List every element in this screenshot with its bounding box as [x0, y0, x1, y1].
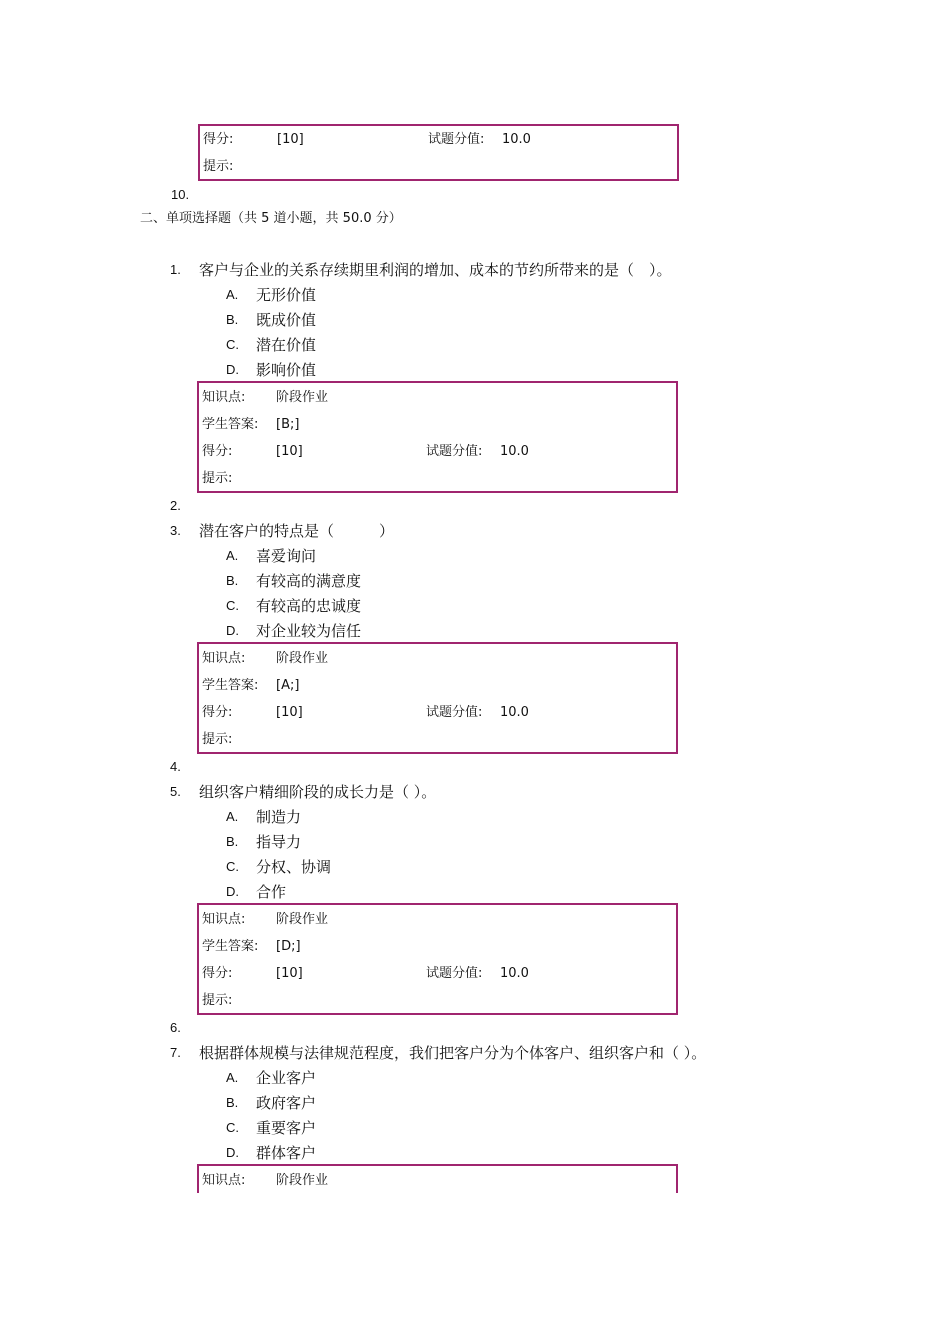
answer-info-box: [197, 1164, 678, 1193]
knowledge-label: 知识点:: [202, 1173, 246, 1188]
option-text: 合作: [256, 883, 287, 901]
score-value: [10]: [276, 444, 303, 459]
score-label: 得分:: [202, 966, 233, 981]
option-text: 有较高的满意度: [256, 572, 362, 590]
option-letter: D.: [226, 1145, 239, 1160]
points-label: 试题分值:: [426, 444, 483, 459]
points-value: 10.0: [500, 444, 529, 459]
score-label: 得分:: [203, 132, 234, 147]
question-5: [0, 783, 950, 801]
knowledge-value: 阶段作业: [276, 912, 329, 927]
question-number: 4.: [170, 759, 181, 774]
question-3: [0, 522, 950, 540]
option-text: 制造力: [256, 808, 302, 826]
option-letter: C.: [226, 859, 239, 874]
hint-label: 提示:: [202, 993, 233, 1008]
answer-info-box: [197, 903, 678, 1015]
option-text: 喜爱询问: [256, 547, 317, 565]
option-letter: C.: [226, 1120, 239, 1135]
student-answer-label: 学生答案:: [202, 678, 259, 693]
question-text: 客户与企业的关系存续期里利润的增加、成本的节约所带来的是（ ）。: [199, 261, 672, 279]
points-label: 试题分值:: [428, 132, 485, 147]
option-letter: D.: [226, 623, 239, 638]
points-value: 10.0: [500, 705, 529, 720]
score-box-top: [198, 124, 679, 181]
hint-label: 提示:: [202, 732, 233, 747]
option-text: 指导力: [256, 833, 302, 851]
option-letter: B.: [226, 312, 239, 327]
knowledge-value: 阶段作业: [276, 1173, 329, 1188]
answer-info-box: [197, 642, 678, 754]
option-text: 无形价值: [256, 286, 317, 304]
option-letter: B.: [226, 1095, 239, 1110]
option-letter: A.: [226, 809, 239, 824]
option-letter: B.: [226, 834, 239, 849]
option-text: 群体客户: [256, 1144, 317, 1162]
points-label: 试题分值:: [426, 966, 483, 981]
question-number: 1.: [170, 262, 181, 277]
option-letter: A.: [226, 548, 239, 563]
option-text: 影响价值: [256, 361, 317, 379]
score-label: 得分:: [202, 444, 233, 459]
question-7: [0, 1044, 950, 1062]
hint-label: 提示:: [203, 159, 234, 174]
score-value: [10]: [276, 705, 303, 720]
question-number: 5.: [170, 784, 181, 799]
option-text: 既成价值: [256, 311, 317, 329]
section-title: 二、单项选择题（共 5 道小题，共 50.0 分）: [140, 211, 402, 226]
score-label: 得分:: [202, 705, 233, 720]
option-letter: B.: [226, 573, 239, 588]
option-text: 政府客户: [256, 1094, 317, 1112]
student-answer-value: [A;]: [276, 678, 300, 693]
student-answer-label: 学生答案:: [202, 939, 259, 954]
student-answer-label: 学生答案:: [202, 417, 259, 432]
points-value: 10.0: [502, 132, 531, 147]
student-answer-value: [D;]: [276, 939, 301, 954]
option-letter: D.: [226, 362, 239, 377]
question-text: 组织客户精细阶段的成长力是（ ）。: [199, 783, 437, 801]
option-text: 分权、协调: [256, 858, 332, 876]
question-number: 7.: [170, 1045, 181, 1060]
question-number: 6.: [170, 1020, 181, 1035]
knowledge-value: 阶段作业: [276, 390, 329, 405]
option-text: 潜在价值: [256, 336, 317, 354]
score-value: [10]: [277, 132, 304, 147]
option-text: 对企业较为信任: [256, 622, 362, 640]
option-letter: C.: [226, 337, 239, 352]
option-letter: A.: [226, 1070, 239, 1085]
option-text: 重要客户: [256, 1119, 317, 1137]
question-text: 潜在客户的特点是（ ）: [199, 522, 395, 540]
points-value: 10.0: [500, 966, 529, 981]
knowledge-value: 阶段作业: [276, 651, 329, 666]
option-text: 有较高的忠诚度: [256, 597, 362, 615]
student-answer-value: [B;]: [276, 417, 300, 432]
score-value: [10]: [276, 966, 303, 981]
option-letter: C.: [226, 598, 239, 613]
question-text: 根据群体规模与法律规范程度，我们把客户分为个体客户、组织客户和（ ）。: [199, 1044, 707, 1062]
question-number: 2.: [170, 498, 181, 513]
question-1: [0, 261, 950, 279]
option-letter: A.: [226, 287, 239, 302]
question-number: 10.: [171, 187, 190, 202]
points-label: 试题分值:: [426, 705, 483, 720]
knowledge-label: 知识点:: [202, 912, 246, 927]
answer-info-box: [197, 381, 678, 493]
knowledge-label: 知识点:: [202, 390, 246, 405]
question-number: 3.: [170, 523, 181, 538]
option-letter: D.: [226, 884, 239, 899]
hint-label: 提示:: [202, 471, 233, 486]
option-text: 企业客户: [256, 1069, 317, 1087]
knowledge-label: 知识点:: [202, 651, 246, 666]
